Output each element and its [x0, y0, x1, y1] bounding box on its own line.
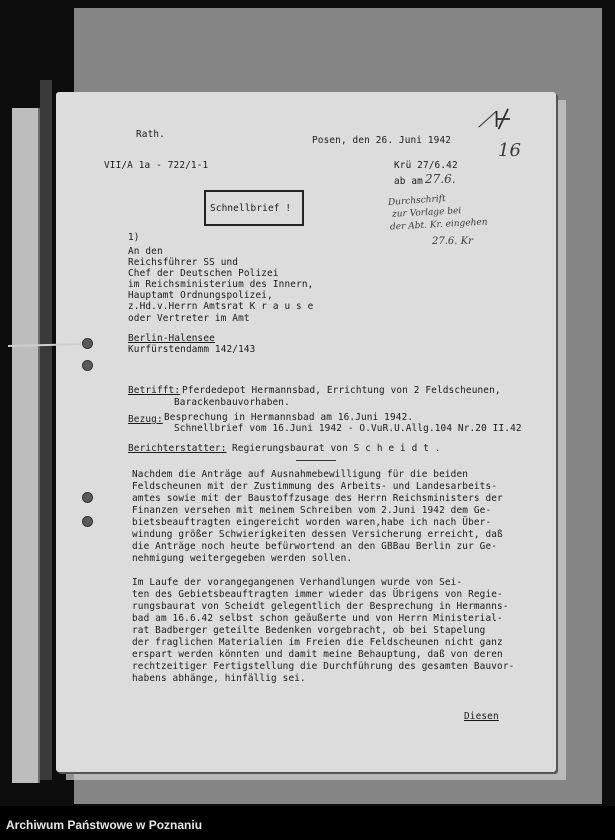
betrifft-label: Betrifft: [128, 385, 181, 396]
archive-name: Archiwum Państwowe w Poznaniu [6, 818, 203, 832]
address-line: z.Hd.v.Herrn Amtsrat K r a u s e [128, 301, 314, 312]
address-line: Reichsführer SS und [128, 257, 239, 268]
page-number-handwritten: 16 [498, 140, 521, 161]
schnellbrief-label: Schnellbrief ! [210, 203, 292, 214]
body-line: Im Laufe der vorangegangenen Verhandlungen wurde von Sei- [132, 577, 463, 588]
header-left: Rath. [136, 129, 165, 140]
address-line: Hauptamt Ordnungspolizei, [128, 290, 273, 301]
ab-line: ab am [394, 176, 423, 187]
body-line: Nachdem die Anträge auf Ausnahmebewilligung für die beiden [132, 469, 469, 480]
body-line: rat Badberger geteilte Bedenken vorgebracht, ob bei Stapelung [132, 625, 486, 636]
address-line: im Reichsministerium des Innern, [128, 279, 314, 290]
bezug-line: Besprechung in Hermannsbad am 16.Juni 1942. [164, 412, 414, 423]
binder-strip [12, 108, 40, 783]
handwritten-note-line: der Abt. Kr. eingehen [389, 217, 488, 233]
date-line: Posen, den 26. Juni 1942 [312, 135, 452, 146]
bezug-label: Bezug: [128, 414, 163, 425]
body-line: bietsbeauftragten eingereicht worden waren,habe ich nach Über- [132, 517, 492, 528]
address-street: Kurfürstendamm 142/143 [128, 344, 256, 355]
ab-date-handwritten: 27.6. [425, 172, 456, 186]
handwritten-note-line: zur Vorlage bei [391, 206, 462, 220]
address-city: Berlin-Halensee [128, 333, 215, 344]
body-line: die Anträge noch heute befürwortend an den GBBau Berlin zur Ge- [132, 541, 498, 552]
body-line: habens abhänge, hinfällig sei. [132, 673, 306, 684]
binder-shadow [40, 80, 52, 780]
kru-line: Krü 27/6.42 [394, 160, 458, 171]
address-line: An den [128, 246, 163, 257]
body-line: nehmigung weitergegeben werden sollen. [132, 553, 353, 564]
body-line: rechtzeitiger Fertigstellung die Durchführung des gesamten Bauvor- [132, 661, 515, 672]
handwritten-note-line: 27.6. Kr [432, 236, 473, 247]
separator-line [296, 460, 336, 461]
body-line: ten des Gebietsbeauftragten immer wieder das Übrigens von Regie- [132, 589, 503, 600]
address-line: Chef der Deutschen Polizei [128, 268, 279, 279]
betrifft-line: Barackenbauvorhaben. [174, 397, 290, 408]
berichterstatter-text: Regierungsbaurat von S c h e i d t . [232, 443, 441, 454]
berichterstatter-label: Berichterstatter: [128, 443, 227, 454]
reference-number: VII/A 1a - 722/1-1 [104, 160, 209, 171]
body-line: amtes sowie mit der Baustoffzusage des Herrn Reichsministers der [132, 493, 503, 504]
punch-hole [82, 338, 93, 349]
handwritten-note-line: Durchschrift [387, 193, 447, 209]
punch-hole [82, 516, 93, 527]
punch-hole [82, 492, 93, 503]
body-line: rungsbaurat von Scheidt gelegentlich der Besprechung in Hermanns- [132, 601, 509, 612]
body-line: windung größer Schwierigkeiten dessen Versicherung erreicht, daß [132, 529, 503, 540]
body-line: bad am 16.6.42 selbst schon geäußerte und von Herrn Ministerial- [132, 613, 503, 624]
body-line: der fraglichen Materialien im Freien die Feldscheunen nicht ganz [132, 637, 503, 648]
catchword: Diesen [464, 711, 499, 722]
body-line: Feldscheunen mit der Zustimmung des Arbeits- und Landesarbeits- [132, 481, 498, 492]
betrifft-line: Pferdedepot Hermannsbad, Errichtung von 2 Feldscheunen, [182, 385, 501, 396]
bezug-line: Schnellbrief vom 16.Juni 1942 - O.VuR.U.Allg.104 Nr.20 II.42 [174, 423, 522, 434]
punch-hole [82, 360, 93, 371]
item-number: 1) [128, 232, 140, 243]
archive-footer [0, 806, 615, 840]
folio-mark: ⟋⊬ [478, 108, 513, 133]
body-line: Finanzen versehen mit meinem Schreiben vom 2.Juni 1942 dem Ge- [132, 505, 492, 516]
body-line: erspart werden könnten und damit meine Behauptung, daß von deren [132, 649, 503, 660]
address-line: oder Vertreter im Amt [128, 313, 250, 324]
